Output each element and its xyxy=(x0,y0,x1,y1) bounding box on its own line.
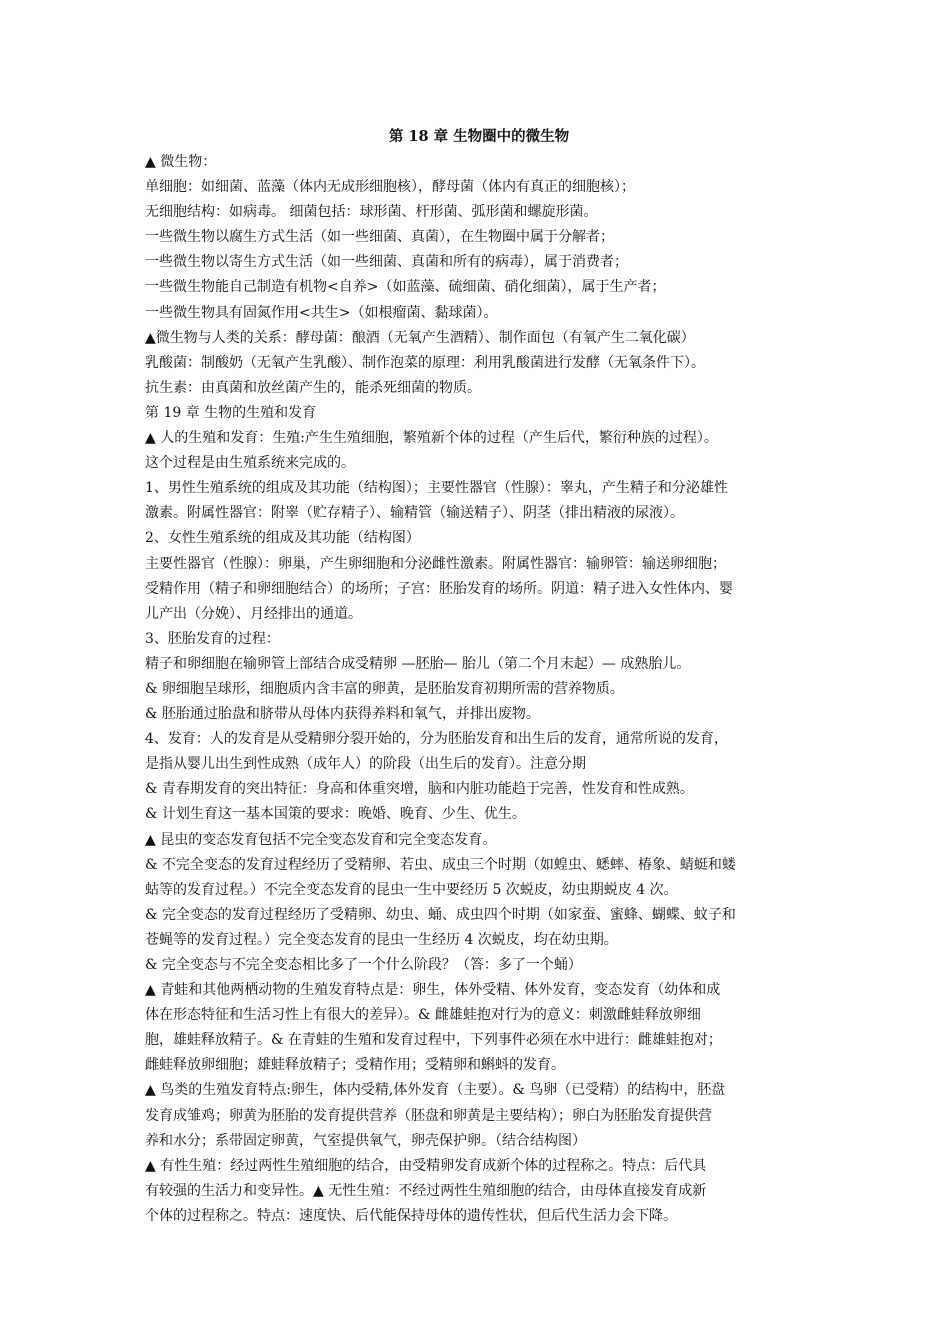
text-line: & 计划生育这一基本国策的要求：晚婚、晚育、少生、优生。 xyxy=(145,806,526,823)
text-line: ▲ 鸟类的生殖发育特点:卵生，体内受精,体外发育（主要）。& 鸟卵（已受精）的结构中，胚盘 xyxy=(145,1082,726,1099)
text-line: 个体的过程称之。特点：速度快、后代能保持母体的遗传性状，但后代生活力会下降。 xyxy=(145,1207,677,1224)
text-line: ▲ 昆虫的变态发育包括不完全变态发育和完全变态发育。 xyxy=(145,831,497,848)
text-line: 这个过程是由生殖系统来完成的。 xyxy=(145,455,355,472)
text-line: 一些微生物具有固氮作用<共生>（如根瘤菌、黏球菌）。 xyxy=(145,304,498,321)
text-line: 一些微生物以寄生方式生活（如一些细菌、真菌和所有的病毒），属于消费者； xyxy=(145,254,628,271)
text-line: 儿产出（分娩）、月经排出的通道。 xyxy=(145,605,362,622)
text-line: & 完全变态的发育过程经历了受精卵、幼虫、蛹、成虫四个时期（如家蚕、蜜蜂、蝴蝶、蚊子和 xyxy=(145,906,736,923)
text-line: 第 19 章 生物的生殖和发育 xyxy=(145,404,317,421)
text-line: 雌蛙释放卵细胞；雄蛙释放精子；受精作用；受精卵和蝌蚪的发育。 xyxy=(145,1057,565,1074)
text-line: 蛄等的发育过程。）不完全变态发育的昆虫一生中要经历 5 次蜕皮，幼虫期蜕皮 4 次。 xyxy=(145,881,678,898)
text-line: 养和水分；系带固定卵黄，气室提供氧气，卵壳保护卵。（结合结构图） xyxy=(145,1132,586,1149)
chapter-title: 第 18 章 生物圈中的微生物 xyxy=(388,128,570,145)
text-line: & 胚胎通过胎盘和脐带从母体内获得养料和氧气，并排出废物。 xyxy=(145,706,540,723)
text-line: 有较强的生活力和变异性。▲ 无性生殖：不经过两性生殖细胞的结合，由母体直接发育成新 xyxy=(145,1182,707,1199)
text-line: 受精作用（精子和卵细胞结合）的场所；子宫：胚胎发育的场所。阴道：精子进入女性体内、婴 xyxy=(145,580,733,597)
text-line: 3、胚胎发育的过程： xyxy=(145,630,280,647)
text-line: 是指从婴儿出生到性成熟（成年人）的阶段（出生后的发育）。注意分期 xyxy=(145,756,586,773)
text-line: 4、发育：人的发育是从受精卵分裂开始的，分为胚胎发育和出生后的发育，通常所说的发育， xyxy=(145,731,728,748)
document-body xyxy=(145,150,813,1229)
text-line: 2、女性生殖系统的组成及其功能（结构图） xyxy=(145,530,420,547)
text-line: 1、男性生殖系统的组成及其功能（结构图）；主要性器官（性腺）：睾丸，产生精子和分泌雄性 xyxy=(145,480,728,497)
text-line: 无细胞结构：如病毒。 细菌包括：球形菌、杆形菌、弧形菌和螺旋形菌。 xyxy=(145,204,598,221)
text-line: & 完全变态与不完全变态相比多了一个什么阶段？（答：多了一个蛹） xyxy=(145,957,582,973)
text-line: 一些微生物能自己制造有机物<自养>（如蓝藻、硫细菌、硝化细菌），属于生产者； xyxy=(145,279,666,296)
text-line: 精子和卵细胞在输卵管上部结合成受精卵 —胚胎— 胎儿（第二个月末起）— 成熟胎儿。 xyxy=(145,655,691,672)
text-line: ▲ 有性生殖：经过两性生殖细胞的结合，由受精卵发育成新个体的过程称之。特点：后代具 xyxy=(145,1157,707,1174)
text-line: 苍蝇等的发育过程。）完全变态发育的昆虫一生经历 4 次蜕皮，均在幼虫期。 xyxy=(145,931,618,948)
text-line: 单细胞：如细菌、蓝藻（体内无成形细胞核），酵母菌（体内有真正的细胞核）； xyxy=(145,179,635,196)
text-line: 抗生素：由真菌和放丝菌产生的，能杀死细菌的物质。 xyxy=(145,379,481,396)
document-page xyxy=(145,124,813,1229)
text-line: ▲微生物与人类的关系：酵母菌：酿酒（无氧产生酒精）、制作面包（有氧产生二氧化碳） xyxy=(145,329,695,346)
text-line: ▲ 人的生殖和发育：生殖:产生生殖细胞，繁殖新个体的过程（产生后代，繁衍种族的过程）。 xyxy=(145,430,718,447)
text-line: 激素。附属性器官：附睾（贮存精子）、输精管（输送精子）、阴茎（排出精液的尿液）。 xyxy=(145,505,684,522)
text-line: ▲ 微生物： xyxy=(145,154,217,170)
text-line: 乳酸菌：制酸奶（无氧产生乳酸）、制作泡菜的原理：利用乳酸菌进行发酵（无氧条件下）。 xyxy=(145,354,705,371)
text-line: 胞，雄蛙释放精子。& 在青蛙的生殖和发育过程中，下列事件必须在水中进行：雌雄蛙抱对； xyxy=(145,1032,722,1049)
text-line: 主要性器官（性腺）：卵巢，产生卵细胞和分泌雌性激素。附属性器官：输卵管：输送卵细胞； xyxy=(145,555,726,572)
text-line: 发育成雏鸡；卵黄为胚胎的发育提供营养（胚盘和卵黄是主要结构）；卵白为胚胎发育提供营 xyxy=(145,1107,712,1124)
text-line: & 青春期发育的突出特征：身高和体重突增，脑和内脏功能趋于完善，性发育和性成熟。 xyxy=(145,781,694,798)
text-line: 体在形态特征和生活习性上有很大的差异）。& 雌雄蛙抱对行为的意义：刺激雌蛙释放卵细 xyxy=(145,1007,701,1024)
text-line: & 不完全变态的发育过程经历了受精卵、若虫、成虫三个时期（如蝗虫、蟋蟀、椿象、蜻蜓和蝼 xyxy=(145,856,736,873)
text-line: 一些微生物以腐生方式生活（如一些细菌、真菌），在生物圈中属于分解者； xyxy=(145,229,614,246)
text-line: ▲ 青蛙和其他两栖动物的生殖发育特点是：卵生，体外受精、体外发育，变态发育（幼体和成 xyxy=(145,982,721,999)
text-line: & 卵细胞呈球形，细胞质内含丰富的卵黄，是胚胎发育初期所需的营养物质。 xyxy=(145,680,624,697)
